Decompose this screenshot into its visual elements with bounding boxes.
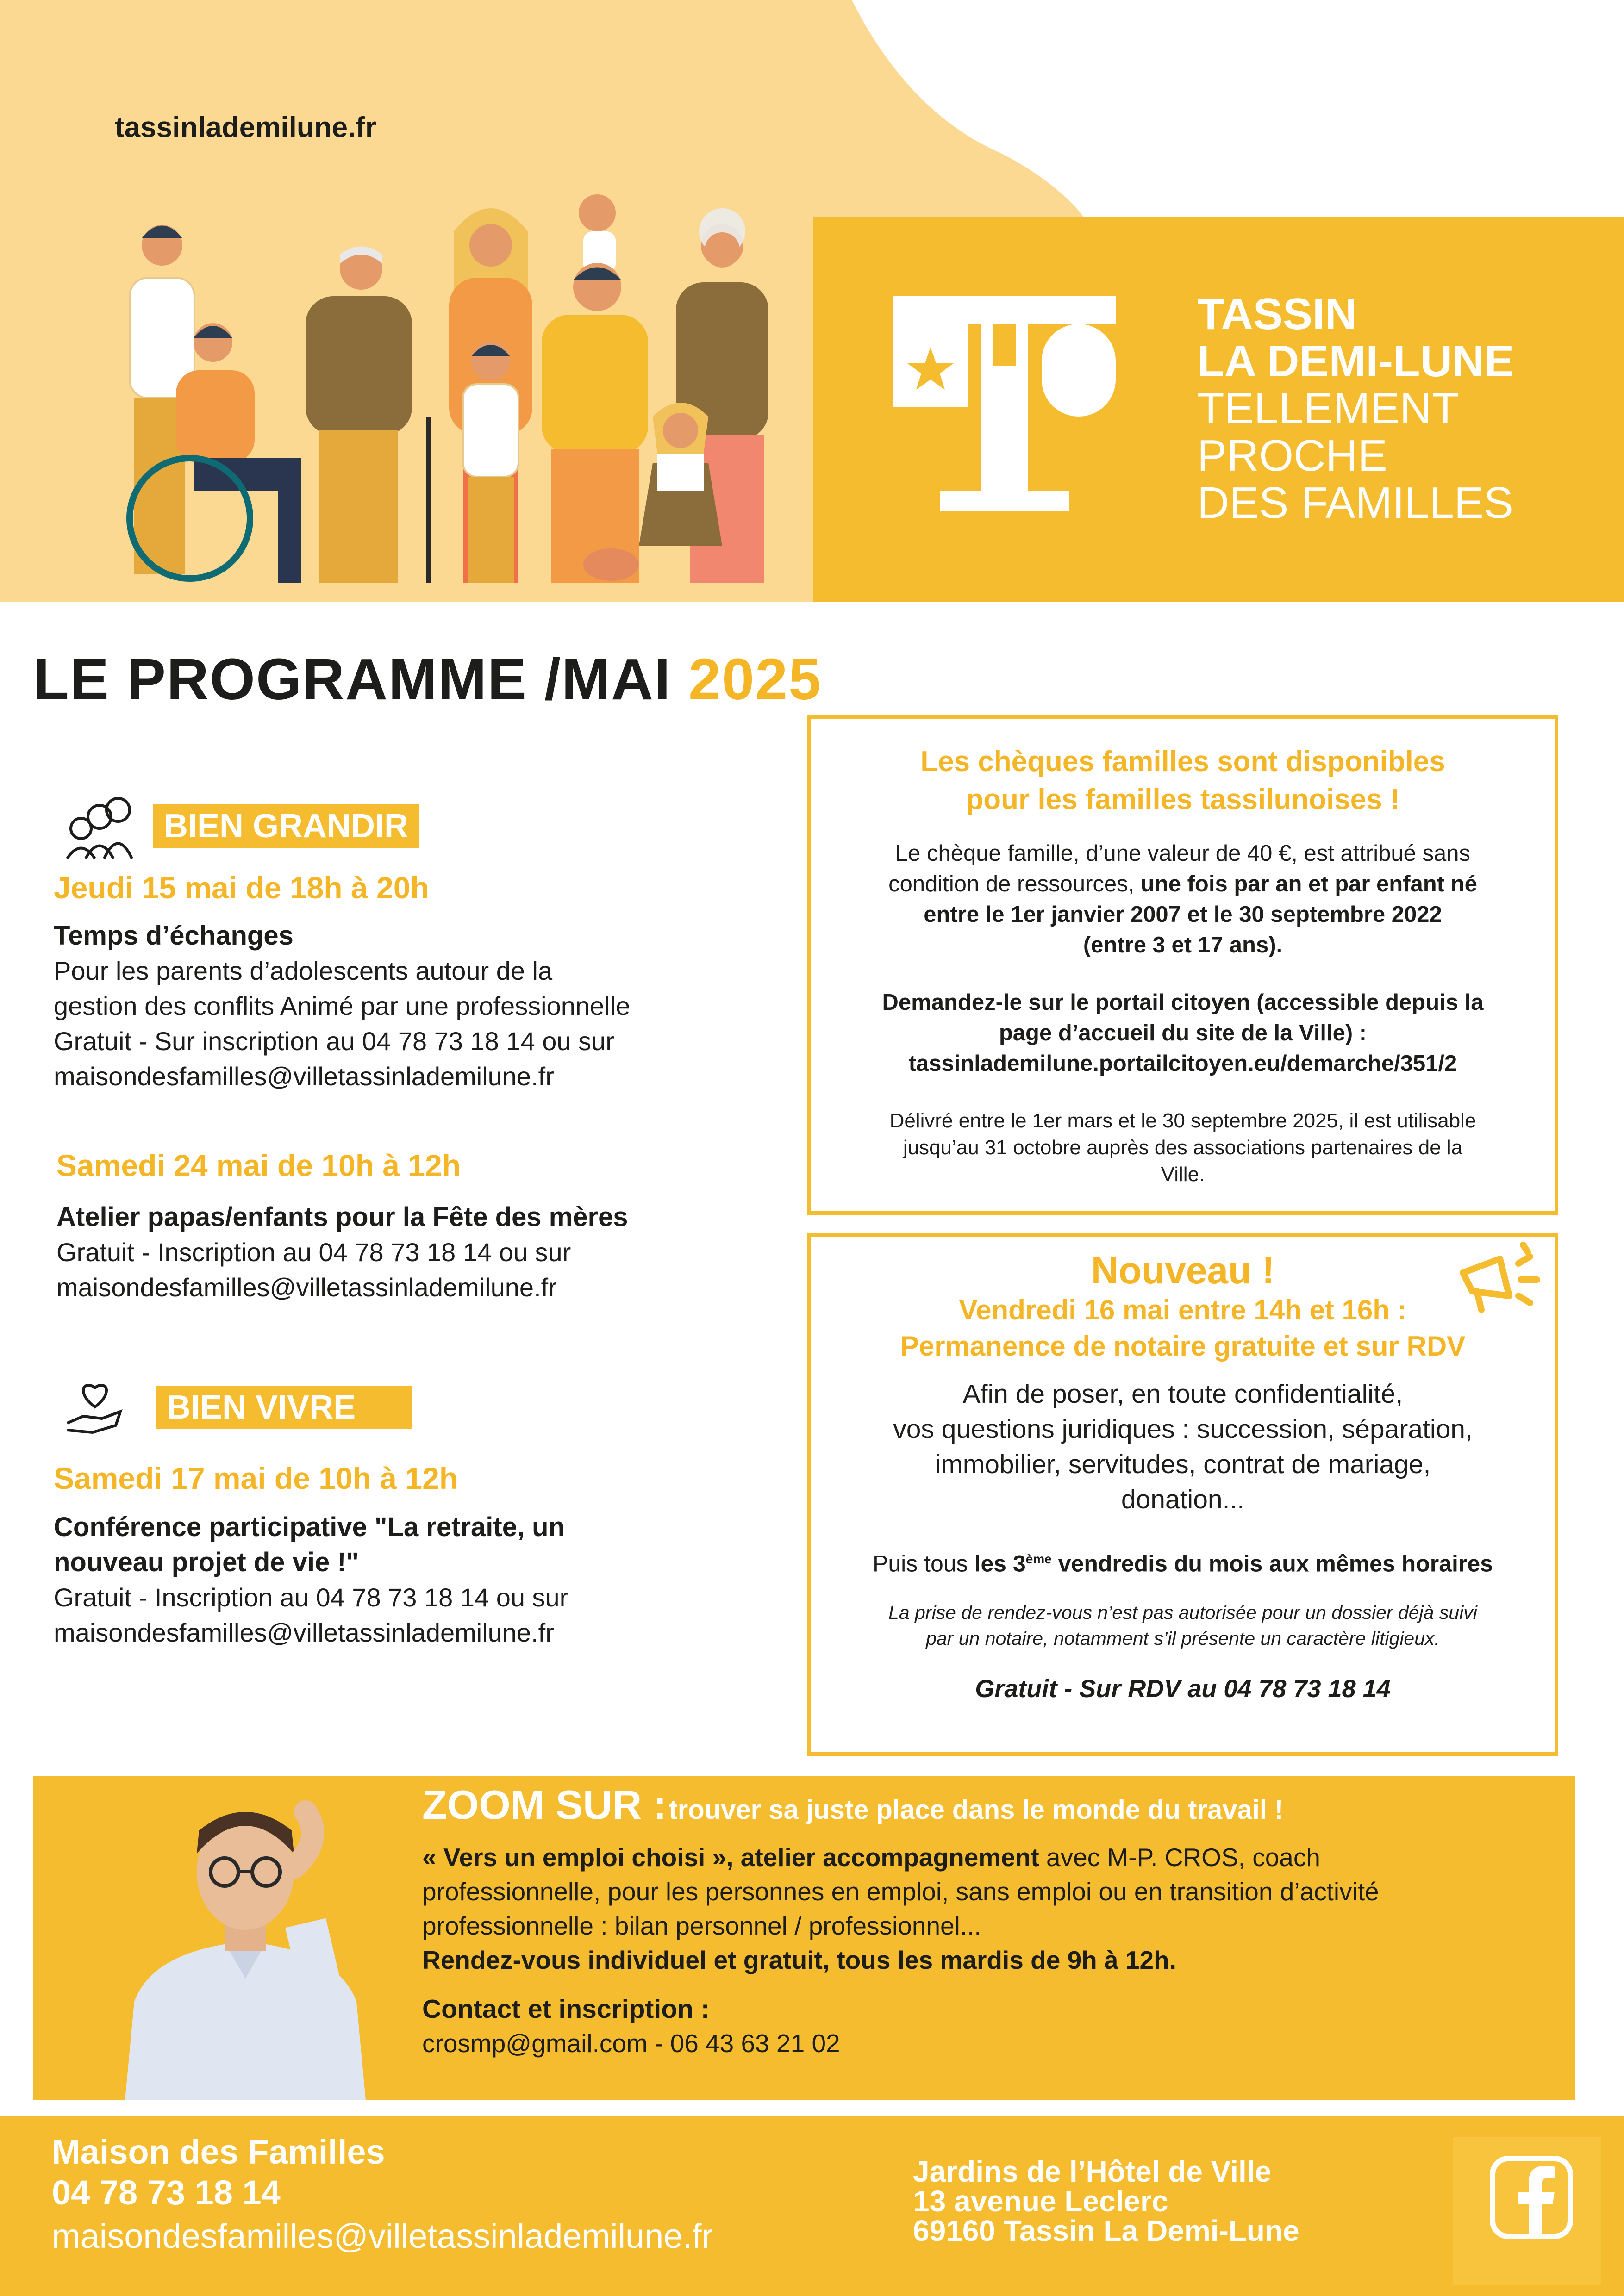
bien-vivre-badge: BIEN VIVRE [156, 1386, 412, 1429]
footer-address-line: Jardins de l’Hôtel de Ville [913, 2155, 1272, 2188]
footer-email[interactable]: maisondesfamilles@villetassinlademilune.fr [52, 2217, 713, 2255]
event-email-link[interactable]: maisondesfamilles@villetassinlademilune.fr [56, 1273, 557, 1302]
event-text-line: Pour les parents d’adolescents autour de la [54, 956, 553, 985]
event-date: Samedi 17 mai de 10h à 12h [54, 1461, 458, 1495]
footer-address-line: 69160 Tassin La Demi-Lune [913, 2214, 1299, 2247]
zoom-line [422, 1840, 1552, 1874]
schedule-bold: les 3 [974, 1550, 1026, 1577]
programme-title-text: LE PROGRAMME /MAI [33, 647, 671, 712]
grandfather-figure [306, 247, 431, 584]
city-logo [893, 296, 1116, 518]
brand-line-3: TELLEMENT [1197, 384, 1459, 433]
event-jeudi-15 [54, 870, 776, 1094]
event-text-line: Gratuit - Inscription au 04 78 73 18 14 ou sur [56, 1238, 571, 1267]
nouveau-text: donation... [1121, 1485, 1245, 1514]
cheques-portal-link[interactable]: tassinlademilune.portailcitoyen.eu/demarche/351/2 [908, 1051, 1457, 1076]
nouveau-note: par un notaire, notamment s’il présente un caractère litigieux. [926, 1627, 1440, 1649]
event-email-link[interactable]: maisondesfamilles@villetassinlademilune.fr [54, 1618, 554, 1647]
brand-line-2: LA DEMI-LUNE [1197, 336, 1514, 386]
brand-line-1: TASSIN [1197, 289, 1357, 339]
cheques-portal-text: Demandez-le sur le portail citoyen (accessible depuis la [882, 990, 1484, 1015]
family-illustration [83, 139, 806, 602]
event-title: nouveau projet de vie !" [54, 1547, 359, 1577]
footer-contact [52, 2132, 713, 2259]
footer-address [913, 2157, 1299, 2246]
zoom-title: ZOOM SUR : [422, 1782, 667, 1828]
cheques-text: Le chèque famille, d’une valeur de 40 €, est attribué sans [895, 841, 1471, 866]
zoom-line: professionnelle, pour les personnes en emploi, sans emploi ou en transition d’activité [422, 1877, 1379, 1906]
cheques-text-part: condition de ressources, [888, 871, 1141, 896]
nouveau-note: La prise de rendez-vous n’est pas autorisée pour un dossier déjà suivi [888, 1601, 1477, 1623]
cheques-text-bold: une fois par an et par enfant né [1140, 871, 1477, 896]
nouveau-subtitle: Permanence de notaire gratuite et sur RDV [900, 1331, 1466, 1362]
cheques-heading: Les chèques familles sont disponibles [920, 746, 1445, 778]
zoom-line: Rendez-vous individuel et gratuit, tous les mardis de 9h à 12h. [422, 1946, 1176, 1974]
site-url[interactable]: tassinlademilune.fr [115, 112, 377, 143]
cheques-note: jusqu’au 31 octobre auprès des associations partenaires de la [903, 1136, 1463, 1159]
zoom-content [422, 1782, 1552, 2060]
zoom-contact[interactable]: crosmp@gmail.com - 06 43 63 21 02 [422, 2029, 840, 2058]
event-title: Temps d’échanges [54, 921, 294, 951]
zoom-workshop-name: « Vers un emploi choisi », atelier accompagnement [422, 1843, 1039, 1872]
nouveau-box [807, 1233, 1558, 1756]
event-date: Jeudi 15 mai de 18h à 20h [54, 871, 429, 905]
megaphone-icon [1454, 1240, 1546, 1319]
zoom-contact-title: Contact et inscription : [422, 1994, 710, 2024]
cheques-portal-text: page d’accueil du site de la Ville) : [999, 1020, 1367, 1045]
zoom-line-part: avec M-P. CROS, coach [1039, 1843, 1320, 1872]
schedule-bold: vendredis du mois aux mêmes horaires [1051, 1550, 1493, 1577]
cheques-heading: pour les familles tassilunoises ! [966, 784, 1400, 815]
nouveau-schedule [811, 1544, 1555, 1579]
event-text-line: Gratuit - Inscription au 04 78 73 18 14 ou sur [54, 1583, 568, 1612]
heart-hand-icon [65, 1379, 125, 1435]
cheques-text [811, 869, 1555, 899]
brand-line-4: PROCHE [1197, 431, 1387, 480]
event-title: Conférence participative "La retraite, un [54, 1512, 565, 1542]
brand-text [1197, 291, 1514, 527]
event-title: Atelier papas/enfants pour la Fête des mères [56, 1202, 628, 1232]
brand-line-5: DES FAMILLES [1197, 478, 1513, 528]
nouveau-subtitle: Vendredi 16 mai entre 14h et 16h : [959, 1294, 1407, 1325]
father-figure [542, 194, 648, 583]
nouveau-text: Afin de poser, en toute confidentialité, [962, 1379, 1403, 1409]
facebook-icon[interactable] [1490, 2156, 1573, 2239]
bien-grandir-badge: BIEN GRANDIR [153, 804, 419, 848]
footer-address-line: 13 avenue Leclerc [913, 2184, 1168, 2218]
zoom-subtitle: trouver sa juste place dans le monde du travail ! [668, 1795, 1284, 1825]
cheques-note: Délivré entre le 1er mars et le 30 septembre 2025, il est utilisable [889, 1109, 1476, 1132]
schedule-sup: ème [1025, 1552, 1052, 1566]
cheques-text: (entre 3 et 17 ans). [1083, 933, 1283, 958]
nouveau-text: immobilier, servitudes, contrat de mariage, [935, 1450, 1431, 1479]
programme-year: 2025 [688, 647, 822, 712]
nouveau-text: vos questions juridiques : succession, séparation, [893, 1414, 1473, 1444]
event-samedi-17 [54, 1461, 776, 1650]
event-text-line: Gratuit - Sur inscription au 04 78 73 18 14 ou sur [54, 1027, 614, 1056]
zoom-line: professionnelle : bilan personnel / professionnel... [422, 1911, 981, 1940]
thinking-man-photo [106, 1784, 384, 2100]
family-icon [60, 791, 134, 861]
nouveau-title: Nouveau ! [1091, 1250, 1275, 1292]
cheques-box [807, 715, 1558, 1215]
cheques-note: Ville. [1161, 1163, 1205, 1186]
event-text-line: gestion des conflits Animé par une professionnelle [54, 991, 631, 1020]
event-samedi-24 [56, 1148, 779, 1305]
footer-name: Maison des Familles [52, 2133, 385, 2171]
cheques-text: entre le 1er janvier 2007 et le 30 septembre 2022 [924, 902, 1442, 927]
programme-title [33, 646, 822, 713]
footer-phone[interactable]: 04 78 73 18 14 [52, 2173, 281, 2212]
schedule-part: Puis tous [873, 1550, 974, 1577]
event-date: Samedi 24 mai de 10h à 12h [56, 1148, 461, 1182]
nouveau-footer: Gratuit - Sur RDV au 04 78 73 18 14 [975, 1674, 1391, 1703]
event-email-link[interactable]: maisondesfamilles@villetassinlademilune.fr [54, 1062, 554, 1091]
